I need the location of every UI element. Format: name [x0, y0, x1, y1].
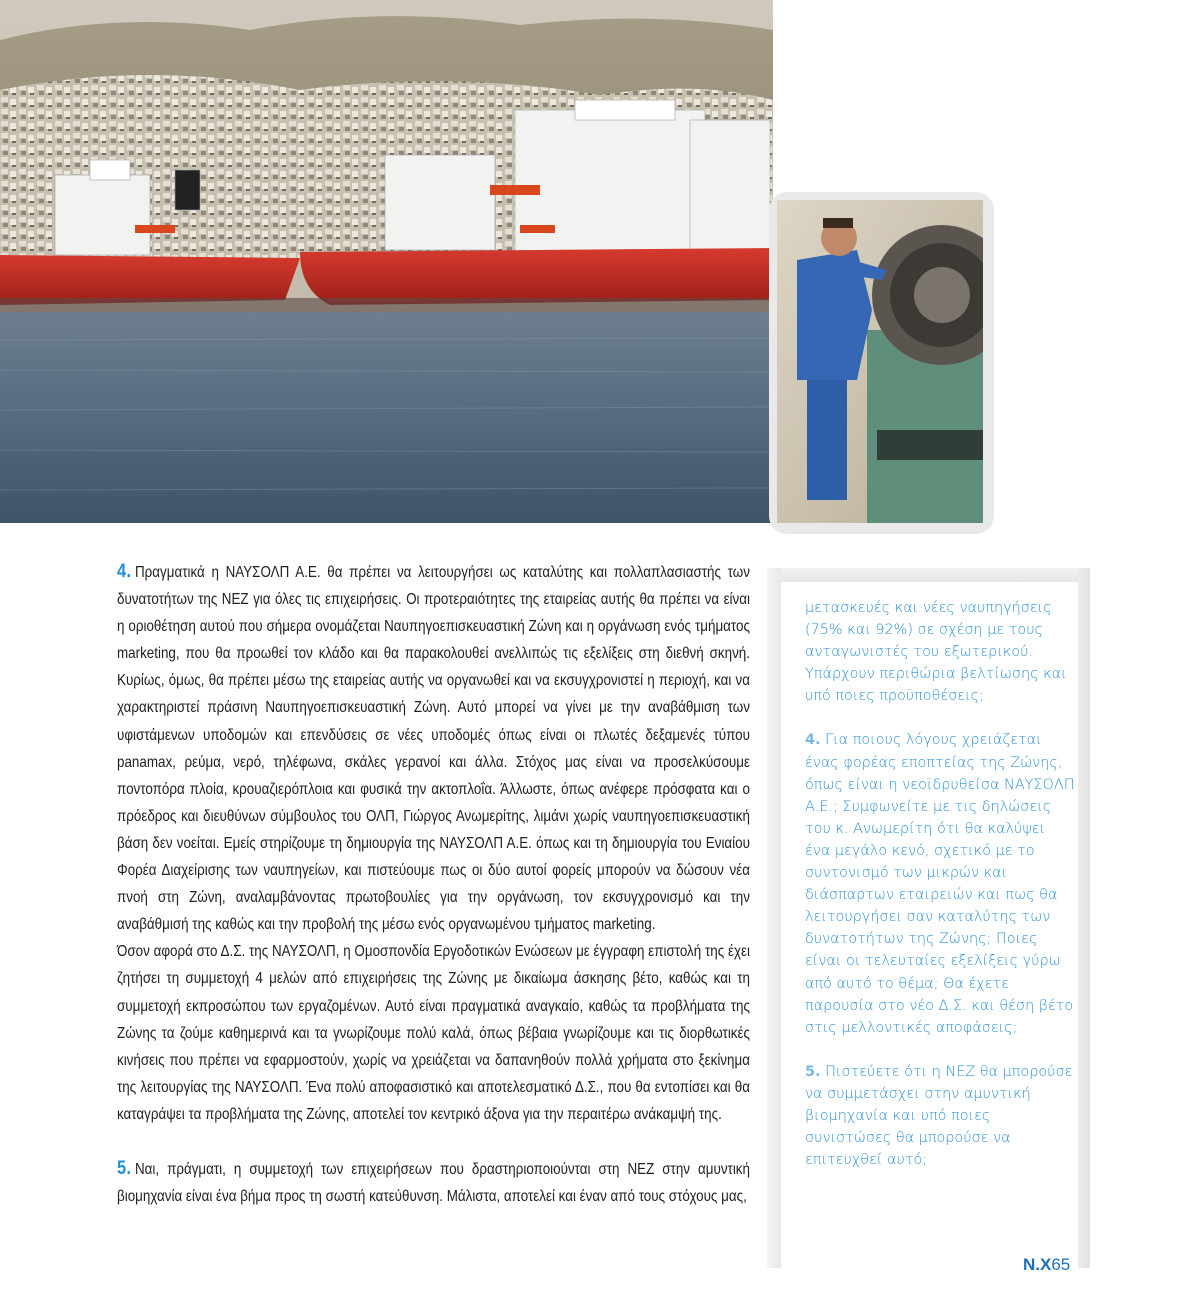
question-4-text: Για ποιους λόγους χρειάζεται ένας φορέας εποπτείας της Ζώνης, όπως είναι η νεοϊδρυθείσα ΝΑΥΣΟΛΠ Α.Ε.; Συμφωνείτε με τις δηλώσεις του κ. Ανωμερίτη ότι θα καλύψει ένα μεγάλο κενό, σχετικό με το συντονισμό των μικρών και διάσπαρτων εταιρειών και πως θα λειτουργήσει σαν καταλύτης των δυνατοτήτων της Ζώνης; Ποιες είναι οι τελευταίες εξελίξεις γύρω από αυτό το θέμα; Θα έχετε παρουσία στο νέο Δ.Σ. και θέση βέτο στις μελλοντικές αποφάσεις;: [805, 732, 1075, 1036]
question-4: [805, 729, 1075, 1038]
magazine-brand: N.X: [1023, 1255, 1052, 1274]
page-number: 65: [1051, 1255, 1071, 1274]
question-5-number: 5.: [805, 1063, 821, 1080]
answer-4-paragraph-2: Όσον αφορά στο Δ.Σ. της ΝΑΥΣΟΛΠ, η Ομοσπονδία Εργοδοτικών Ενώσεων με έγγραφη επιστολή της έχει ζητήσει τη συμμετοχή 4 μελών από επιχειρήσεις της Ζώνης με δικαίωμα άσκησης βέτο, καθώς και τη συμμετοχή εκπροσώπου των εργαζομένων. Αυτό είναι πραγματικά αναγκαίο, καθώς τα προβλήματα της Ζώνης τα ζούμε καθημερινά και τα γνωρίζουμε πολύ καλά, όπως βέβαια γνωρίζουμε και τις διορθωτικές κινήσεις που πρέπει να εφαρμοστούν, χωρίς να χρειάζεται να δαπανηθούν πολλά χρήματα στο ξεκίνημα της λειτουργίας της ΝΑΥΣΟΛΠ. Ένα πολύ αποφασιστικό και αποτελεσματικό Δ.Σ., που θα εντοπίσει και θα καταγράψει τα προβλήματα της Ζώνης, αποτελεί τον κεντρικό άξονα για την περαιτέρω ανάκαμψή της.: [117, 943, 750, 1123]
answer-4-text: Πραγματικά η ΝΑΥΣΟΛΠ Α.Ε. θα πρέπει να λειτουργήσει ως καταλύτης και πολλαπλασιαστής των δυνατοτήτων της ΝΕΖ για όλες τις επιχειρήσεις. Οι προτεραιότητες της εταιρείας αυτής θα πρέπει να είναι η οριοθέτηση αυτού που σήμερα ονομάζεται Ναυπηγοεπισκευαστική Ζώνη και η οργάνωση ενός τμήματος marketing, που θα προωθεί τον κλάδο και θα παρακολουθεί ανελλιπώς τις εξελίξεις στη διεθνή σκηνή. Κυρίως, όμως, θα πρέπει μέσω της εταιρείας αυτής να οργανωθεί και να εκσυγχρονιστεί η περιοχή, και να χαρακτηριστεί πράσινη Ναυπηγοεπισκευαστική Ζώνη. Αυτό μπορεί να γίνει με την αναβάθμιση των υφιστάμενων υποδομών και επενδύσεις σε νέες υποδομές όπως είναι οι πλωτές δεξαμενές τύπου panamax, ρεύμα, νερό, τηλέφωνα, σκάλες γερανοί και άλλα. Στόχος μας είναι να προσελκύσουμε ποντοπόρα πλοία, κρουαζιερόπλοια και φυσικά την ακτοπλοΐα. Άλλωστε, όπως ανέφερε πρόσφατα και ο πρόεδρος και διευθύνων σύμβουλος του ΟΛΠ, Γιώργος Ανωμερίτης, λιμάνι χωρίς ναυπηγοεπισκευαστική βάση δεν νοείται. Εμείς στηρίζουμε τη δημιουργία της ΝΑΥΣΟΛΠ Α.Ε. όπως και τη δημιουργία του Ενιαίου Φορέα Διαχείρισης των ναυπηγείων, και πιστεύουμε πως οι δύο αυτοί φορείς μπορούν να δώσουν νέα πνοή στη Ζώνη, αναλαμβάνοντας πρωτοβουλίες για την οργάνωση, τον εκσυγχρονισμό και την αναβάθμισή της καθώς και την προβολή της μέσω ενός οργανωμένου τμήματος marketing.: [117, 564, 750, 934]
answer-5-paragraph: [117, 1155, 750, 1210]
questions-sidebar: [805, 597, 1075, 1171]
article-body: [117, 558, 750, 1210]
answer-5-text: Ναι, πράγματι, η συμμετοχή των επιχειρήσεων που δραστηριοποιούνται στη ΝΕΖ στην αμυντική βιομηχανία είναι ένα βήμα προς τη σωστή κατεύθυνση. Μάλιστα, αποτελεί και έναν από τους στόχους μας,: [117, 1160, 750, 1206]
harbour-ships-photo: [0, 0, 773, 523]
answer-4-paragraph-1: [117, 558, 750, 938]
answer-4-number: 4.: [117, 561, 132, 582]
question-4-number: 4.: [805, 732, 821, 749]
answer-5-number: 5.: [117, 1157, 132, 1179]
shipyard-worker-photo: [777, 200, 983, 523]
question-5-text: Πιστεύετε ότι η ΝΕΖ θα μπορούσε να συμμετάσχει στην αμυντική βιομηχανία και υπό ποιες συνιστώσες θα μπορούσε να επιτευχθεί αυτό;: [805, 1063, 1073, 1169]
question-3-tail: μετασκευές και νέες ναυπηγήσεις (75% και 92%) σε σχέση με τους ανταγωνιστές του εξωτερικού. Υπάρχουν περιθώρια βελτίωσης και υπό ποιες προϋποθέσεις;: [805, 600, 1067, 705]
question-5: [805, 1061, 1075, 1171]
page-footer: [1023, 1255, 1070, 1275]
